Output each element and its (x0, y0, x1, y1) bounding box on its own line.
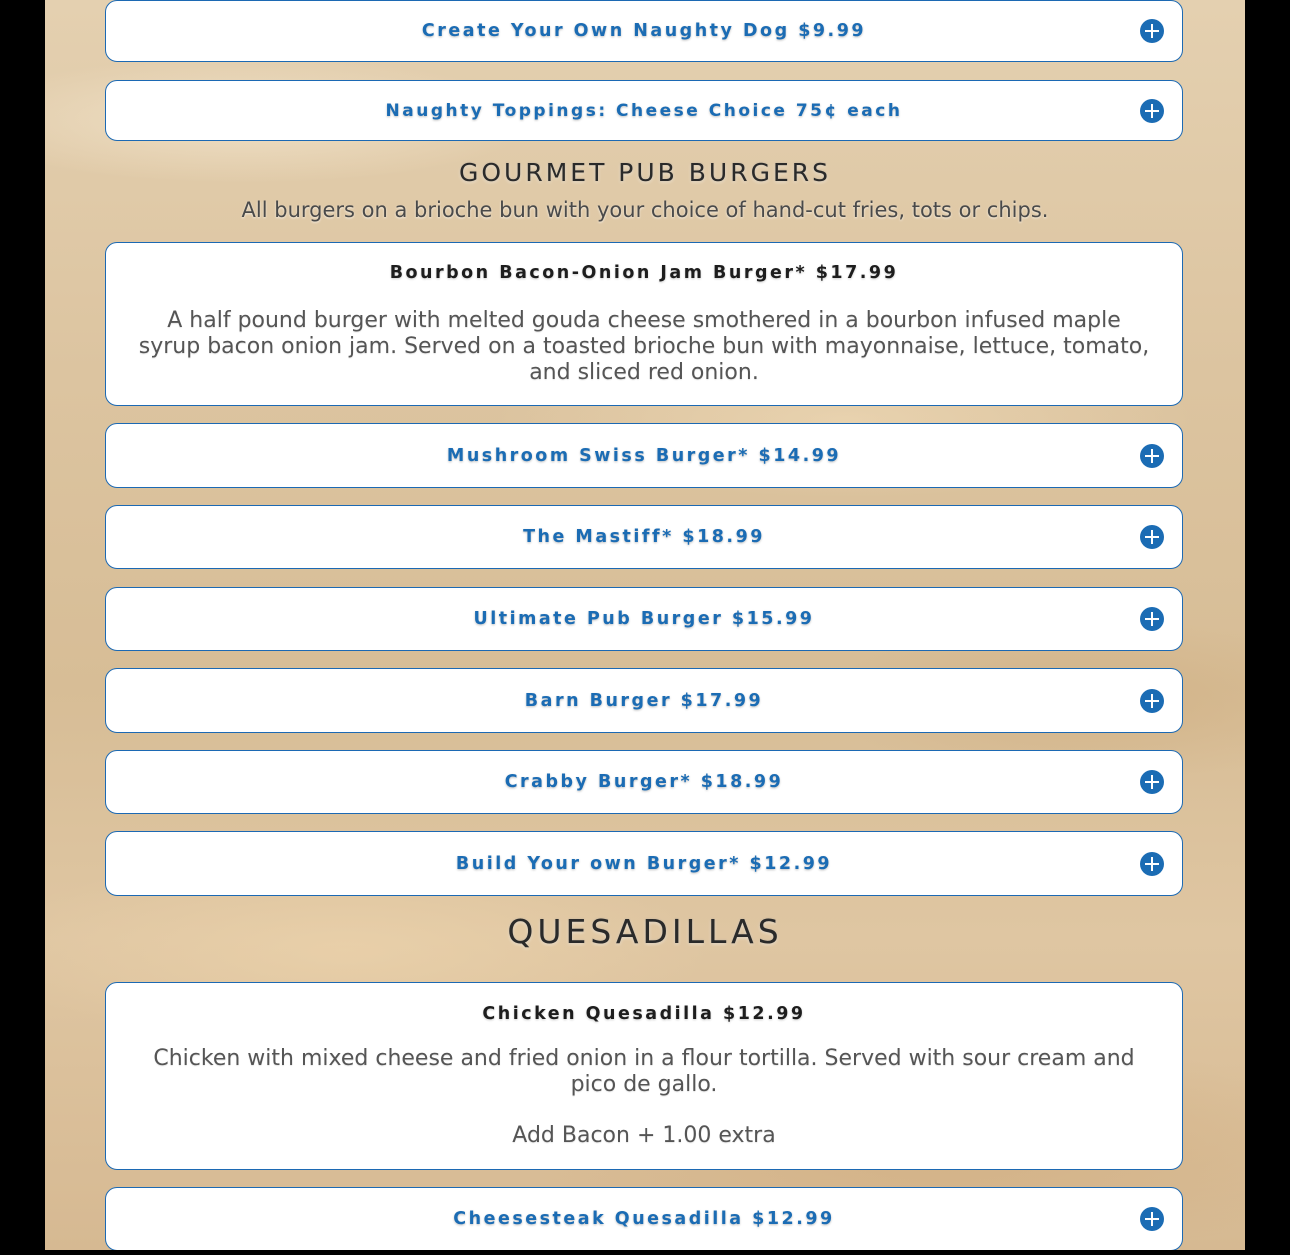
accordion-ultimate-pub-burger[interactable] (105, 587, 1183, 651)
plus-circle-icon[interactable] (1140, 607, 1164, 631)
accordion-mushroom-swiss-burger[interactable] (105, 423, 1183, 488)
plus-circle-icon[interactable] (1140, 689, 1164, 713)
accordion-title: Bourbon Bacon-Onion Jam Burger* $17.99 (389, 263, 899, 283)
item-description: Chicken with mixed cheese and fried onion in a flour tortilla. Served with sour cream and pico de gallo. (153, 1046, 1135, 1097)
accordion-title: Ultimate Pub Burger $15.99 (473, 609, 815, 629)
section-heading-burgers: GOURMET PUB BURGERS (458, 158, 831, 187)
accordion-build-your-own-burger[interactable] (105, 831, 1183, 896)
accordion-naughty-toppings[interactable] (105, 80, 1183, 141)
plus-circle-icon[interactable] (1140, 99, 1164, 123)
plus-circle-icon[interactable] (1140, 770, 1164, 794)
accordion-title: Cheesesteak Quesadilla $12.99 (453, 1209, 835, 1229)
item-description: A half pound burger with melted gouda cheese smothered in a bourbon infused maple syrup bacon onion jam. Served on a toasted brioche bun with mayonnaise, lettuce, tomato, and sliced red onion. (138, 308, 1150, 385)
accordion-the-mastiff[interactable] (105, 505, 1183, 569)
section-heading-quesadillas: QUESADILLAS (507, 912, 783, 951)
plus-circle-icon[interactable] (1140, 852, 1164, 876)
accordion-title: Barn Burger $17.99 (524, 690, 764, 711)
plus-circle-icon[interactable] (1140, 444, 1164, 468)
accordion-title: Naughty Toppings: Cheese Choice 75¢ each (385, 100, 903, 121)
item-extra-note: Add Bacon + 1.00 extra (512, 1123, 776, 1148)
plus-circle-icon[interactable] (1140, 1207, 1164, 1231)
menu-page (45, 0, 1245, 1250)
accordion-crabby-burger[interactable] (105, 750, 1183, 814)
accordion-title: Create Your Own Naughty Dog $9.99 (421, 21, 867, 41)
accordion-title: Build Your own Burger* $12.99 (455, 853, 833, 874)
plus-circle-icon[interactable] (1140, 525, 1164, 549)
accordion-title: The Mastiff* $18.99 (523, 527, 765, 547)
accordion-bourbon-bacon-onion-jam-burger-expanded[interactable] (105, 242, 1183, 406)
accordion-create-your-own-naughty-dog[interactable] (105, 0, 1183, 62)
accordion-barn-burger[interactable] (105, 668, 1183, 733)
plus-circle-icon[interactable] (1140, 19, 1164, 43)
accordion-title: Crabby Burger* $18.99 (504, 772, 784, 792)
accordion-cheesesteak-quesadilla[interactable] (105, 1187, 1183, 1250)
section-subheading-burgers: All burgers on a brioche bun with your choice of hand-cut fries, tots or chips. (241, 198, 1049, 222)
accordion-title: Mushroom Swiss Burger* $14.99 (446, 445, 842, 466)
accordion-title: Chicken Quesadilla $12.99 (482, 1004, 806, 1024)
accordion-chicken-quesadilla-expanded[interactable] (105, 982, 1183, 1170)
